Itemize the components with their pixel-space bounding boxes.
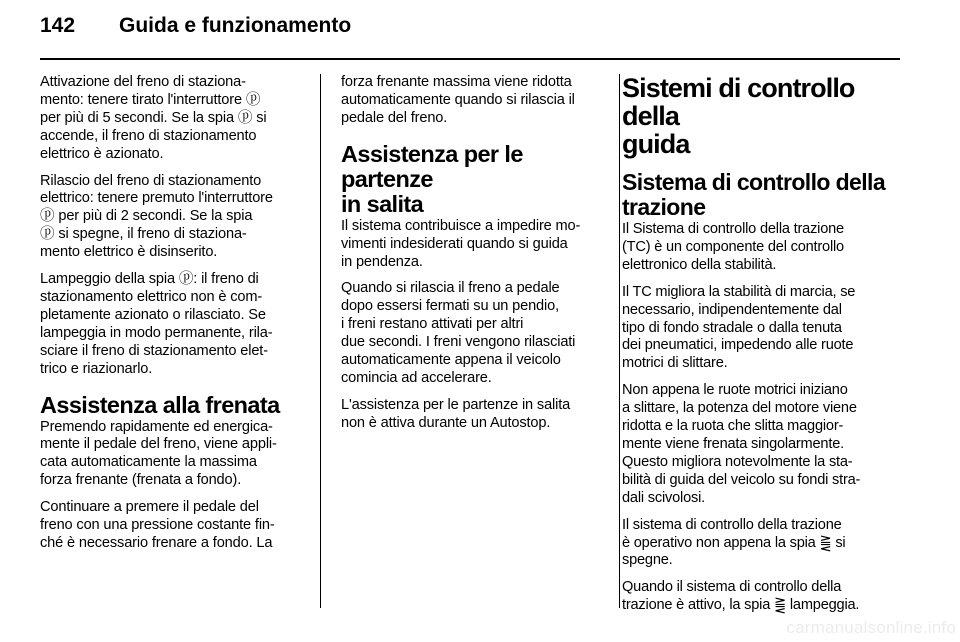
- paragraph-traction-control-2: Il TC migliora la stabilità di marcia, se necessario, indipendentemente dal tipo di fondo stradale o dalla tenuta dei pneumatici, impedendo alle ruote motrici di slittare.: [622, 283, 856, 372]
- paragraph-traction-control-5: Quando il sistema di controllo della trazione è attivo, la spia ⪌ lampeggia.: [622, 579, 860, 614]
- paragraph-hill-start-3: L'assistenza per le partenze in salita non è attiva durante un Autostop.: [341, 396, 571, 431]
- heading-traction-control: Sistema di controllo della trazione: [622, 169, 886, 220]
- paragraph-brake-assist-2: Continuare a premere il pedale del freno con una pressione costante fin- ché è necessario frenare a fondo. La: [40, 499, 275, 551]
- paragraph-brake-assist-1: Premendo rapidamente ed energica- mente il pedale del freno, viene appli- cata automaticamente la massima forza frenante (frenata a fondo).: [40, 418, 277, 489]
- column-1: [40, 74, 308, 562]
- paragraph-traction-control-3: Non appena le ruote motrici iniziano a slittare, la potenza del motore viene ridotta e la ruota che slitta maggior- mente viene frenata singolarmente. Questo migliora notevolmente la sta- bilità di guida del veicolo su fondi stra- dali scivolosi.: [622, 382, 861, 506]
- page-number: 142: [40, 14, 76, 37]
- column-divider-2: [619, 74, 620, 608]
- column-2: [341, 74, 604, 442]
- column-divider-1: [320, 74, 321, 608]
- header-divider: [40, 58, 900, 60]
- paragraph-brake-assist-continued: forza frenante massima viene ridotta automaticamente quando si rilascia il pedale del freno.: [341, 74, 575, 126]
- section-title: Guida e funzionamento: [119, 14, 352, 37]
- heading-driving-control-systems: Sistemi di controllo della guida: [622, 73, 855, 159]
- paragraph-parking-brake-apply: Attivazione del freno di staziona- mento: tenere tirato l'interruttore ⓟ per più di 5 secondi. Se la spia ⓟ si accende, il freno di stazionamento elettrico è azionato.: [40, 74, 267, 162]
- page-header: [40, 14, 900, 48]
- paragraph-traction-control-4: Il sistema di controllo della trazione è operativo non appena la spia ⪌ si spegne.: [622, 516, 846, 569]
- paragraph-parking-brake-release: Rilascio del freno di stazionamento elettrico: tenere premuto l'interruttore ⓟ per più di 2 secondi. Se la spia ⓟ si spegne, il freno di staziona- mento elettrico è disinserito.: [40, 172, 273, 261]
- paragraph-hill-start-1: Il sistema contribuisce a impedire mo- vimenti indesiderati quando si guida in pendenza.: [341, 217, 581, 270]
- column-3: [622, 74, 903, 624]
- paragraph-traction-control-1: Il Sistema di controllo della trazione (TC) è un componente del controllo elettronico della stabilità.: [622, 221, 844, 273]
- paragraph-warning-light-flashing: Lampeggio della spia ⓟ: il freno di stazionamento elettrico non è com- pletamente azionato o rilasciato. Se lampeggia in modo permanente, rila- sciare il freno di stazionamento elet- trico e riazionarlo.: [40, 271, 273, 377]
- paragraph-hill-start-2: Quando si rilascia il freno a pedale dopo essersi fermati su un pendio, i freni restano attivati per altri due secondi. I freni vengono rilasciati automaticamente appena il veicolo comincia ad accelerare.: [341, 280, 576, 386]
- watermark: carmanualsonline.info: [786, 618, 956, 637]
- heading-brake-assist: Assistenza alla frenata: [40, 391, 280, 418]
- heading-hill-start-assist: Assistenza per le partenze in salita: [341, 140, 523, 217]
